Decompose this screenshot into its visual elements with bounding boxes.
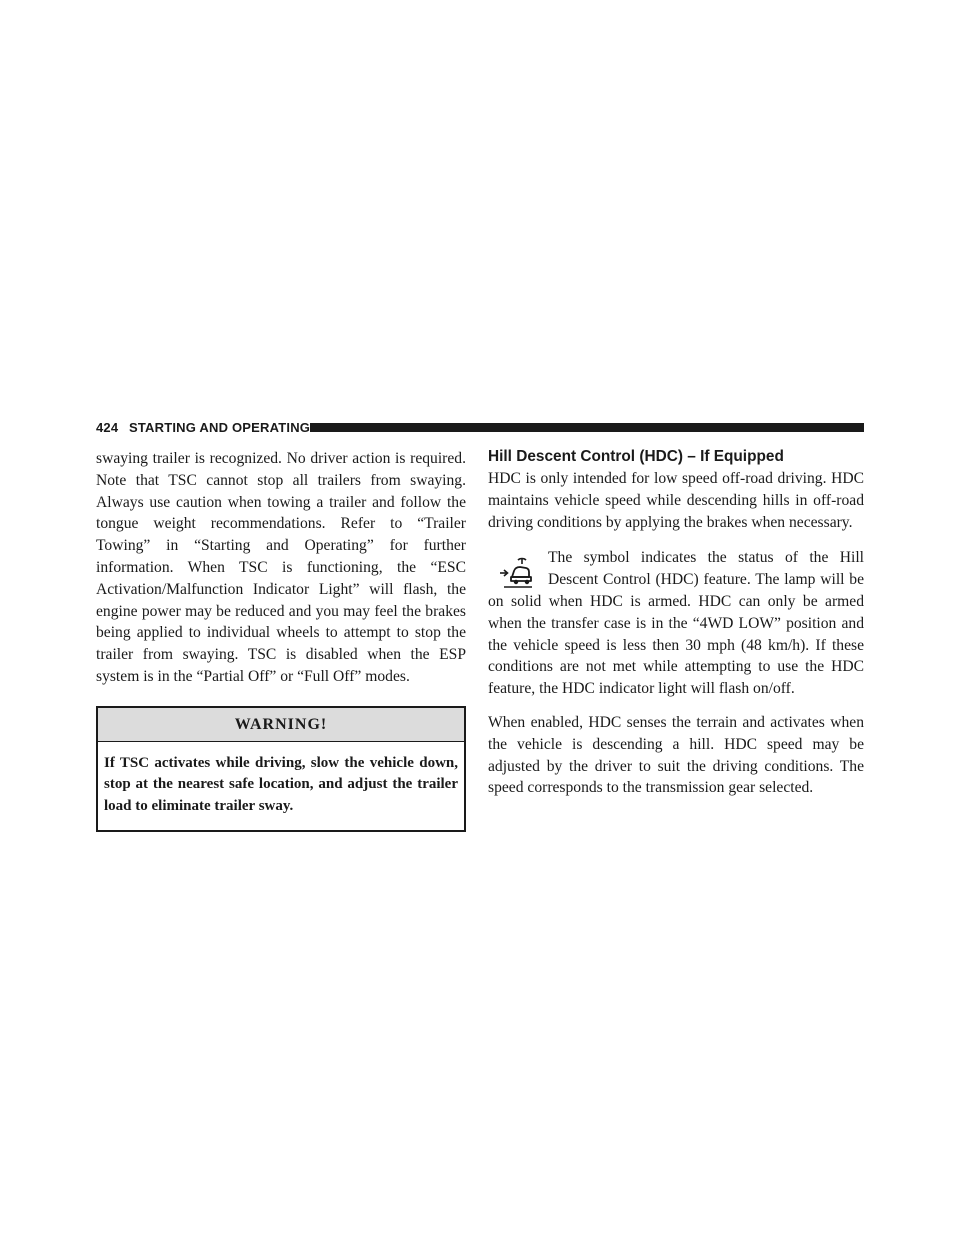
hdc-enabled-paragraph: When enabled, HDC senses the terrain and activates when the vehicle is descending a hill. HDC speed may be adjusted by the driver to suit the driving conditions. The speed corresponds to the transmission gear selected. xyxy=(488,713,864,797)
section-title: STARTING AND OPERATING xyxy=(129,420,311,435)
hdc-heading: Hill Descent Control (HDC) – If Equipped xyxy=(488,448,784,465)
hill-descent-control-icon xyxy=(498,557,534,589)
header-rule xyxy=(310,423,864,432)
right-column xyxy=(488,448,864,799)
page-number: 424 xyxy=(96,420,119,435)
left-column xyxy=(96,448,466,832)
hdc-symbol-paragraph: The symbol indicates the status of the Hill Descent Control (HDC) feature. The lamp will be on solid when HDC is armed. HDC can only be armed when the transfer case is in the “4WD LOW” position and the vehicle speed is less then 30 mph (48 km/h). If these conditions are not met while attempting to use the HDC feature, the HDC indicator light will flash on/off. xyxy=(488,549,864,698)
warning-text: If TSC activates while driving, slow the vehicle down, stop at the nearest safe location, and adjust the trailer load to eliminate trailer sway. xyxy=(104,754,458,815)
tsc-paragraph: swaying trailer is recognized. No driver action is required. Note that TSC cannot stop all trailers from swaying. Always use caution when towing a trailer and follow the tongue weight recommendations. Refer to “Trailer Towing” in “Starting and Operating” for further information. When TSC is functioning, the “ESC Activation/Malfunction Indicator Light” will flash, the engine power may be reduced and you may feel the brakes being applied to individual wheels to attempt to stop the trailer from swaying. TSC is disabled when the ESP system is in the “Partial Off” or “Full Off” modes. xyxy=(96,450,466,685)
hdc-symbol-paragraph-block xyxy=(488,547,864,700)
page-header xyxy=(96,420,864,436)
warning-box xyxy=(96,706,466,832)
hdc-intro-paragraph: HDC is only intended for low speed off-road driving. HDC maintains vehicle speed while descending hills in off-road driving conditions by applying the brakes when necessary. xyxy=(488,470,864,531)
warning-title: WARNING! xyxy=(98,708,464,742)
